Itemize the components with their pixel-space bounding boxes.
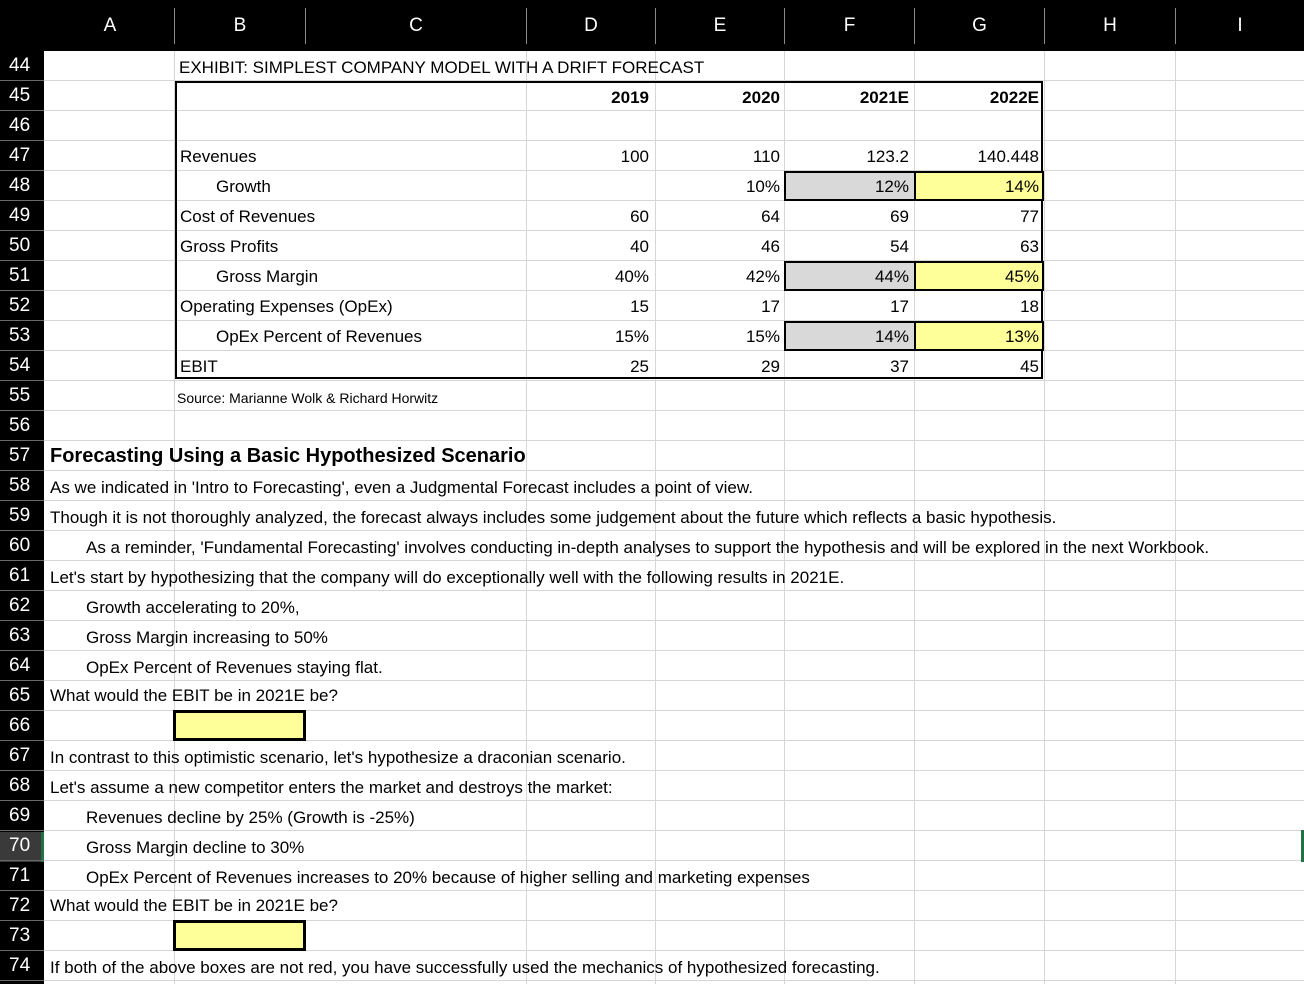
row-header-45[interactable]: 45 — [9, 85, 31, 106]
row-header-59[interactable]: 59 — [9, 505, 31, 526]
row-header-50[interactable]: 50 — [9, 235, 31, 256]
exhibit-row-label: Growth — [216, 177, 271, 196]
text-row-74: If both of the above boxes are not red, you have successfully used the mechanics of hypothesized forecasting. — [50, 958, 880, 977]
year-2020: 2020 — [742, 88, 780, 107]
row-header-68[interactable]: 68 — [9, 775, 31, 796]
year-2021e: 2021E — [859, 88, 909, 107]
row-header-46[interactable]: 46 — [9, 115, 31, 136]
column-header-e[interactable]: E — [713, 15, 727, 36]
exhibit-value-cell[interactable]: 12% — [874, 177, 909, 196]
text-row-71: OpEx Percent of Revenues increases to 20% because of higher selling and marketing expenses — [86, 868, 810, 887]
grid-row-line — [44, 380, 1304, 381]
row-header-67[interactable]: 67 — [9, 745, 31, 766]
year-2022e: 2022E — [989, 88, 1039, 107]
exhibit-value-cell[interactable]: 14% — [1004, 177, 1039, 196]
grid-row-line — [44, 620, 1304, 621]
exhibit-value-cell[interactable]: 100 — [620, 147, 649, 166]
row-header-49[interactable]: 49 — [9, 205, 31, 226]
column-header-h[interactable]: H — [1103, 15, 1117, 36]
row-header-65[interactable]: 65 — [9, 685, 31, 706]
exhibit-value-cell[interactable]: 17 — [761, 297, 780, 316]
grid-row-line — [44, 500, 1304, 501]
draconian-ebit-answer-box[interactable] — [173, 920, 306, 951]
row-header-70[interactable]: 70 — [9, 835, 31, 856]
exhibit-value-cell[interactable]: 15% — [614, 327, 649, 346]
row-header-69[interactable]: 69 — [9, 805, 31, 826]
exhibit-value-cell[interactable]: 64 — [761, 207, 780, 226]
exhibit-row-label: EBIT — [180, 357, 218, 376]
text-row-70: Gross Margin decline to 30% — [86, 838, 305, 857]
column-header-d[interactable]: D — [584, 15, 598, 36]
column-header-a[interactable]: A — [103, 15, 117, 36]
exhibit-value-cell[interactable]: 123.2 — [866, 147, 909, 166]
exhibit-value-cell[interactable]: 10% — [745, 177, 780, 196]
grid-row-line — [44, 860, 1304, 861]
row-header-66[interactable]: 66 — [9, 715, 31, 736]
exhibit-value-cell[interactable]: 110 — [752, 147, 780, 166]
section-heading: Forecasting Using a Basic Hypothesized Scenario — [50, 445, 526, 467]
column-header-b[interactable]: B — [233, 15, 247, 36]
grid-row-line — [44, 470, 1304, 471]
text-row-63: Gross Margin increasing to 50% — [86, 628, 328, 647]
text-row-64: OpEx Percent of Revenues staying flat. — [86, 658, 383, 677]
exhibit-value-cell[interactable]: 45 — [1020, 357, 1039, 376]
grid-row-line — [44, 650, 1304, 651]
exhibit-value-cell[interactable]: 15% — [745, 327, 780, 346]
grid-row-line — [44, 890, 1304, 891]
row-header-separator — [0, 980, 44, 981]
grid-row-line — [44, 530, 1304, 531]
exhibit-value-cell[interactable]: 17 — [890, 297, 909, 316]
row-header-60[interactable]: 60 — [9, 535, 31, 556]
exhibit-value-cell[interactable]: 77 — [1020, 207, 1039, 226]
exhibit-value-cell[interactable]: 44% — [874, 267, 909, 286]
exhibit-row-label: Gross Profits — [180, 237, 279, 256]
row-header-73[interactable]: 73 — [9, 925, 31, 946]
exhibit-row-label: Gross Margin — [216, 267, 319, 286]
exhibit-value-cell[interactable]: 18 — [1020, 297, 1039, 316]
text-row-68: Let's assume a new competitor enters the market and destroys the market: — [50, 778, 613, 797]
row-header-53[interactable]: 53 — [9, 325, 31, 346]
text-row-60: As a reminder, 'Fundamental Forecasting' involves conducting in-depth analyses to support the hypothesis and will be explored in the next Workbook. — [86, 538, 1210, 557]
exhibit-value-cell[interactable]: 40 — [630, 237, 649, 256]
text-row-61: Let's start by hypothesizing that the company will do exceptionally well with the following results in 2021E. — [50, 568, 845, 587]
year-2019: 2019 — [611, 88, 649, 107]
row-header-55[interactable]: 55 — [9, 385, 31, 406]
grid-row-line — [44, 830, 1304, 831]
row-header-71[interactable]: 71 — [9, 865, 31, 886]
column-header-f[interactable]: F — [843, 15, 856, 36]
column-header-c[interactable]: C — [409, 15, 423, 36]
exhibit-row-label: Revenues — [180, 147, 257, 166]
row-header-64[interactable]: 64 — [9, 655, 31, 676]
grid-row-line — [44, 980, 1304, 981]
exhibit-value-cell[interactable]: 15 — [630, 297, 649, 316]
column-header-i[interactable]: I — [1237, 15, 1243, 36]
row-header-54[interactable]: 54 — [9, 355, 31, 376]
column-header-bar — [0, 0, 1304, 51]
exhibit-value-cell[interactable]: 25 — [630, 357, 649, 376]
exhibit-row-label: OpEx Percent of Revenues — [216, 327, 423, 346]
text-row-58: As we indicated in 'Intro to Forecasting', even a Judgmental Forecast includes a point of view. — [50, 478, 753, 497]
exhibit-value-cell[interactable]: 46 — [761, 237, 780, 256]
exhibit-row-label: Cost of Revenues — [180, 207, 316, 226]
exhibit-value-cell[interactable]: 13% — [1004, 327, 1039, 346]
text-row-72: What would the EBIT be in 2021E be? — [50, 896, 338, 915]
grid-row-line — [44, 560, 1304, 561]
exhibit-value-cell[interactable]: 37 — [890, 357, 909, 376]
exhibit-value-cell[interactable]: 42% — [745, 267, 780, 286]
exhibit-value-cell[interactable]: 60 — [630, 207, 649, 226]
grid-row-line — [44, 800, 1304, 801]
row-header-51[interactable]: 51 — [9, 265, 31, 286]
exhibit-value-cell[interactable]: 45% — [1004, 267, 1039, 286]
row-header-74[interactable]: 74 — [9, 955, 31, 976]
row-header-48[interactable]: 48 — [9, 175, 31, 196]
exhibit-row-label: Operating Expenses (OpEx) — [180, 297, 393, 316]
text-row-59: Though it is not thoroughly analyzed, the forecast always includes some judgement about the future which reflects a basic hypothesis. — [50, 508, 1057, 527]
grid-row-line — [44, 680, 1304, 681]
row-header-56[interactable]: 56 — [9, 415, 31, 436]
row-header-63[interactable]: 63 — [9, 625, 31, 646]
grid-row-line — [44, 770, 1304, 771]
exhibit-value-cell[interactable]: 140.448 — [977, 147, 1039, 166]
row-header-47[interactable]: 47 — [9, 145, 31, 166]
exhibit-value-cell[interactable]: 69 — [890, 207, 909, 226]
exhibit-value-cell[interactable]: 63 — [1020, 237, 1039, 256]
exhibit-title: EXHIBIT: SIMPLEST COMPANY MODEL WITH A DRIFT FORECAST — [179, 58, 705, 77]
grid-row-line — [44, 440, 1304, 441]
row-header-62[interactable]: 62 — [9, 595, 31, 616]
exhibit-value-cell[interactable]: 40% — [614, 267, 649, 286]
exhibit-value-cell[interactable]: 29 — [761, 357, 780, 376]
row-header-52[interactable]: 52 — [9, 295, 31, 316]
grid-row-line — [44, 410, 1304, 411]
grid-row-line — [44, 590, 1304, 591]
row-header-72[interactable]: 72 — [9, 895, 31, 916]
row-header-57[interactable]: 57 — [9, 445, 31, 466]
optimistic-ebit-answer-box[interactable] — [173, 710, 306, 741]
text-row-67: In contrast to this optimistic scenario, let's hypothesize a draconian scenario. — [50, 748, 626, 767]
text-row-65: What would the EBIT be in 2021E be? — [50, 686, 338, 705]
row-header-61[interactable]: 61 — [9, 565, 31, 586]
text-row-69: Revenues decline by 25% (Growth is -25%) — [86, 808, 415, 827]
row-header-58[interactable]: 58 — [9, 475, 31, 496]
source-note: Source: Marianne Wolk & Richard Horwitz — [177, 390, 439, 406]
text-row-62: Growth accelerating to 20%, — [86, 598, 300, 617]
exhibit-value-cell[interactable]: 54 — [890, 237, 909, 256]
column-header-g[interactable]: G — [972, 15, 987, 36]
row-header-44[interactable]: 44 — [9, 55, 31, 76]
exhibit-value-cell[interactable]: 14% — [874, 327, 909, 346]
